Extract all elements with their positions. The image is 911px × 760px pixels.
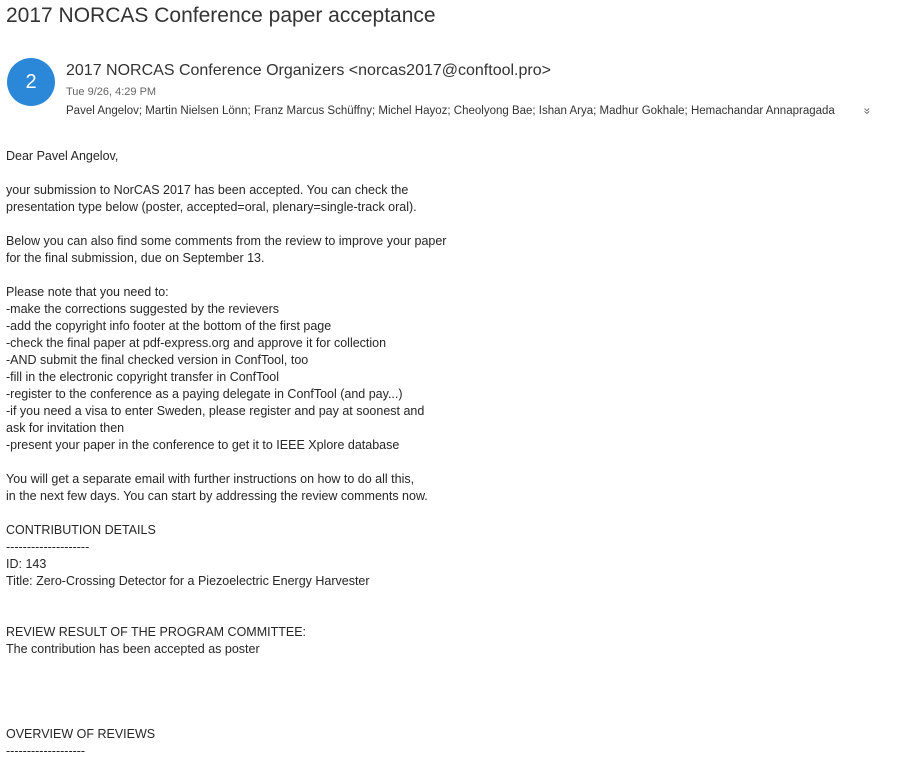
body-line: for the final submission, due on September 13. [6, 251, 265, 265]
sent-date: Tue 9/26, 4:29 PM [66, 86, 157, 98]
email-body [6, 148, 446, 760]
body-line: CONTRIBUTION DETAILS [6, 523, 156, 537]
body-line: Please note that you need to: [6, 285, 169, 299]
recipients-list[interactable]: Pavel Angelov; Martin Nielsen Lönn; Franz Marcus Schüffny; Michel Hayoz; Cheolyong Bae; Ishan Arya; Madhur Gokhale; Hemachandar Annapragada [66, 105, 835, 117]
body-line: -make the corrections suggested by the revievers [6, 302, 280, 316]
body-line: -check the final paper at pdf-express.org and approve it for collection [6, 336, 387, 350]
sender-name[interactable]: 2017 NORCAS Conference Organizers <norcas2017@conftool.pro> [66, 62, 551, 79]
body-line: presentation type below (poster, accepted=oral, plenary=single-track oral). [6, 200, 417, 214]
blank-line [6, 590, 446, 607]
blank-line [6, 505, 446, 522]
expand-recipients-chevron-icon[interactable]: » [860, 107, 875, 115]
body-line: -register to the conference as a paying delegate in ConfTool (and pay...) [6, 387, 403, 401]
email-subject: 2017 NORCAS Conference paper acceptance [6, 4, 436, 27]
sender-avatar: 2 [7, 58, 55, 106]
body-line: The contribution has been accepted as poster [6, 642, 260, 656]
body-line: -if you need a visa to enter Sweden, please register and pay at soonest and [6, 404, 425, 418]
blank-line [6, 658, 446, 675]
blank-line [6, 267, 446, 284]
body-line: ------------------- [6, 744, 86, 758]
body-line: REVIEW RESULT OF THE PROGRAM COMMITTEE: [6, 625, 307, 639]
blank-line [6, 709, 446, 726]
body-line: OVERVIEW OF REVIEWS [6, 727, 156, 741]
body-line: -fill in the electronic copyright transfer in ConfTool [6, 370, 280, 384]
blank-line [6, 454, 446, 471]
body-line: -add the copyright info footer at the bottom of the first page [6, 319, 332, 333]
body-line: Below you can also find some comments from the review to improve your paper [6, 234, 447, 248]
body-line: You will get a separate email with further instructions on how to do all this, [6, 472, 415, 486]
body-line: -AND submit the final checked version in ConfTool, too [6, 353, 309, 367]
body-line: in the next few days. You can start by addressing the review comments now. [6, 489, 428, 503]
blank-line [6, 165, 446, 182]
body-line: -present your paper in the conference to get it to IEEE Xplore database [6, 438, 400, 452]
body-line: ID: 143 [6, 557, 47, 571]
body-line: Dear Pavel Angelov, [6, 149, 119, 163]
body-line: Title: Zero-Crossing Detector for a Piezoelectric Energy Harvester [6, 574, 370, 588]
blank-line [6, 675, 446, 692]
blank-line [6, 692, 446, 709]
body-line: your submission to NorCAS 2017 has been accepted. You can check the [6, 183, 409, 197]
body-line: ask for invitation then [6, 421, 125, 435]
body-line: -------------------- [6, 540, 90, 554]
blank-line [6, 607, 446, 624]
blank-line [6, 216, 446, 233]
